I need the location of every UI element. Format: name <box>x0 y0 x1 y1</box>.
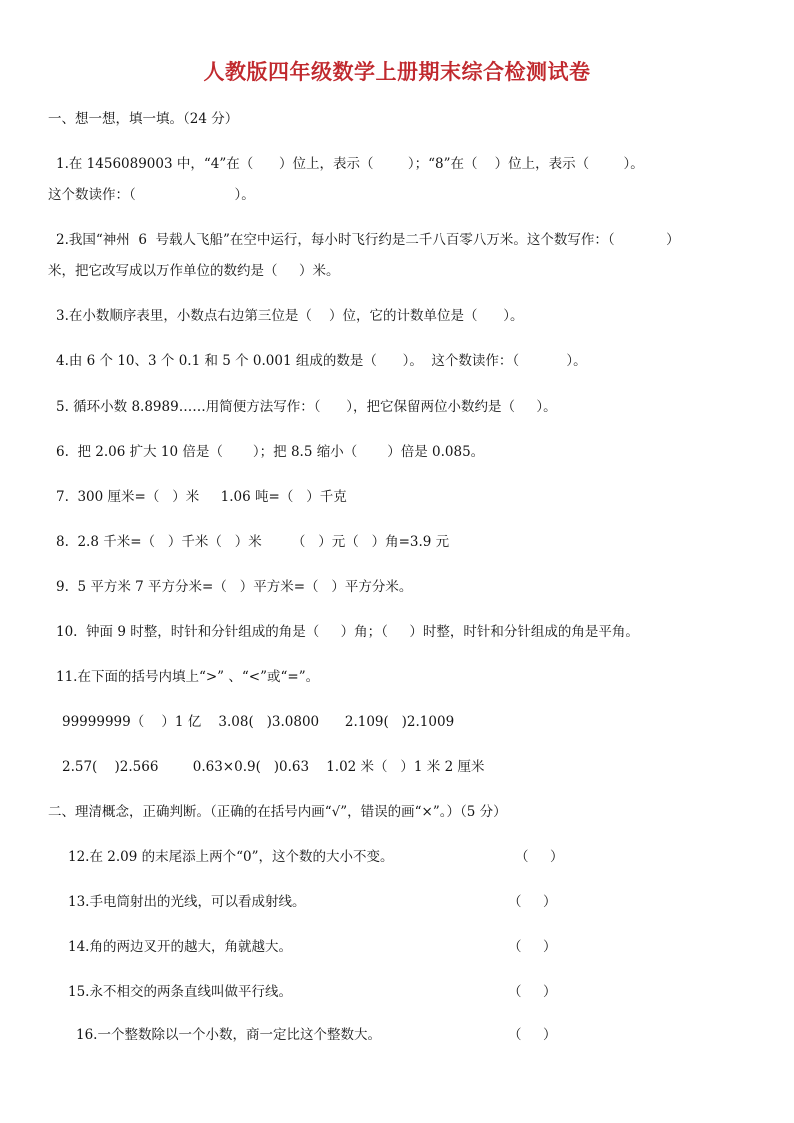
question-9: 9. 5 平方米 7 平方分米=（ ）平方米=（ ）平方分米。 <box>56 579 413 595</box>
question-3: 3.在小数顺序表里，小数点右边第三位是（ ）位，它的计数单位是（ ）。 <box>56 308 524 324</box>
question-5: 5. 循环小数 8.8989……用简便方法写作：（ ），把它保留两位小数约是（ ）。 <box>56 399 557 415</box>
exam-title: 人教版四年级数学上册期末综合检测试卷 <box>203 60 591 84</box>
question-12: 12.在 2.09 的末尾添上两个“0”，这个数的大小不变。 <box>68 849 394 865</box>
answer-box-12[interactable]: （ ） <box>515 849 564 865</box>
question-6: 6. 把 2.06 扩大 10 倍是（ ）；把 8.5 缩小（ ）倍是 0.085。 <box>56 444 485 460</box>
question-11: 11.在下面的括号内填上“>” 、“<”或“=”。 <box>56 669 320 685</box>
answer-box-14[interactable]: （ ） <box>508 939 557 955</box>
question-11-row-1: 99999999（ ）1 亿 3.08( )3.0800 2.109( )2.1009 <box>62 714 455 730</box>
question-2-line-1: 2.我国“神州 6 号载人飞船”在空中运行，每小时飞行约是二千八百零八万米。这个数写作：（ ） <box>56 232 680 248</box>
section-1-heading: 一、想一想，填一填。（24 分） <box>48 111 239 127</box>
question-13: 13.手电筒射出的光线，可以看成射线。 <box>68 894 306 910</box>
answer-box-13[interactable]: （ ） <box>508 894 557 910</box>
question-11-row-2: 2.57( )2.566 0.63×0.9( )0.63 1.02 米（ ）1 米 2 厘米 <box>62 759 485 775</box>
question-4: 4.由 6 个 10、3 个 0.1 和 5 个 0.001 组成的数是（ ）。 这个数读作：（ ）。 <box>56 353 587 369</box>
question-16: 16.一个整数除以一个小数，商一定比这个整数大。 <box>76 1027 381 1043</box>
question-10: 10. 钟面 9 时整，时针和分针组成的角是（ ）角；（ ）时整，时针和分针组成的角是平角。 <box>56 624 639 640</box>
question-2-line-2: 米，把它改写成以万作单位的数约是（ ）米。 <box>48 263 340 279</box>
section-2-heading: 二、理清概念，正确判断。（正确的在括号内画“√”，错误的画“×”。）（5 分） <box>48 804 507 820</box>
question-8: 8. 2.8 千米=（ ）千米（ ）米 （ ）元（ ）角=3.9 元 <box>56 534 450 550</box>
question-7: 7. 300 厘米=（ ）米 1.06 吨=（ ）千克 <box>56 489 347 505</box>
answer-box-16[interactable]: （ ） <box>508 1027 557 1043</box>
question-14: 14.角的两边叉开的越大，角就越大。 <box>68 939 292 955</box>
question-1-line-1: 1.在 1456089003 中，“4”在（ ）位上，表示（ ）；“8”在（ ）位上，表示（ ）。 <box>56 156 644 172</box>
question-15: 15.永不相交的两条直线叫做平行线。 <box>68 984 292 1000</box>
question-1-line-2: 这个数读作：（ ）。 <box>48 187 255 203</box>
answer-box-15[interactable]: （ ） <box>508 984 557 1000</box>
